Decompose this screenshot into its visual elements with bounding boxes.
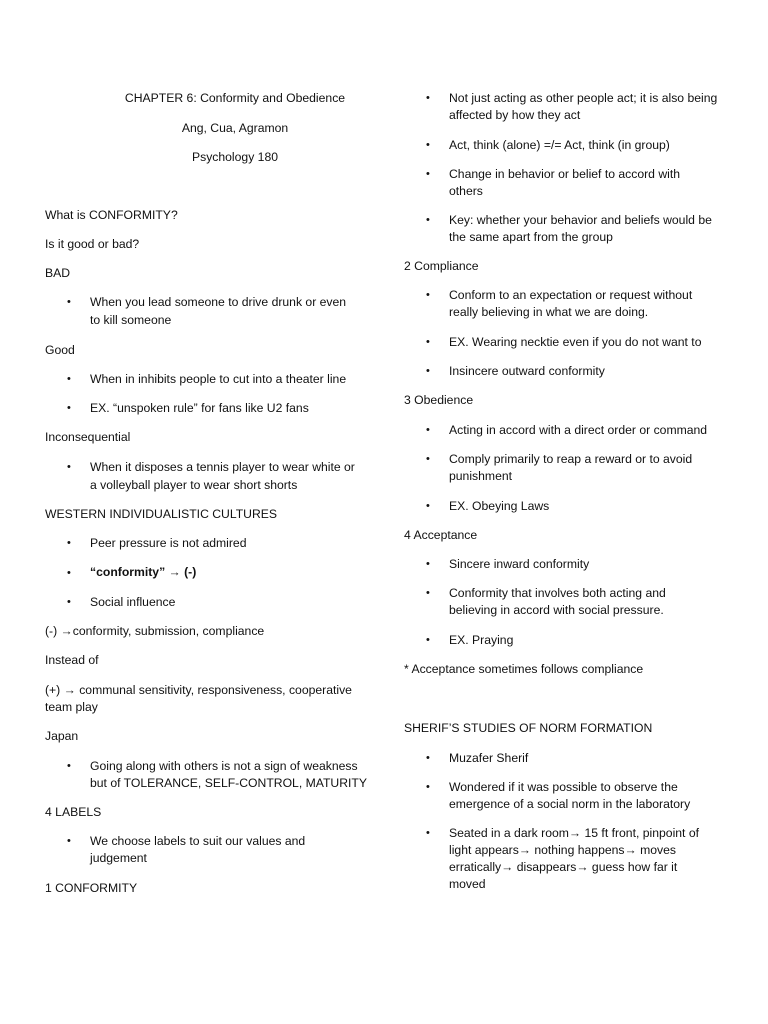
list-item-text: moved bbox=[449, 877, 486, 891]
bullet-icon: • bbox=[426, 168, 430, 180]
list-item-text: Not just acting as other people act; it is also being bbox=[449, 91, 718, 105]
bullet-icon: • bbox=[67, 537, 71, 549]
heading-2-compliance: 2 Compliance bbox=[404, 259, 479, 273]
bullet-icon: • bbox=[67, 567, 71, 579]
list-item-text: judgement bbox=[90, 851, 147, 865]
list-item-text: EX. Praying bbox=[449, 633, 514, 647]
list-item-text: erratically→ disappears→ guess how far it bbox=[449, 860, 678, 874]
list-item-text: believing in accord with social pressure. bbox=[449, 603, 664, 617]
bullet-icon: • bbox=[426, 634, 430, 646]
list-item-text: emergence of a social norm in the laboratory bbox=[449, 797, 691, 811]
list-item-text: EX. Obeying Laws bbox=[449, 499, 550, 513]
heading-bad: BAD bbox=[45, 266, 71, 280]
bullet-icon: • bbox=[67, 760, 71, 772]
list-item-text: Insincere outward conformity bbox=[449, 364, 605, 378]
chapter-title: CHAPTER 6: Conformity and Obedience bbox=[124, 91, 346, 105]
list-item-text: “conformity” → (-) bbox=[90, 565, 197, 579]
bullet-icon: • bbox=[426, 558, 430, 570]
bullet-icon: • bbox=[67, 461, 71, 473]
heading-inconsequential: Inconsequential bbox=[45, 430, 131, 444]
bullet-icon: • bbox=[426, 336, 430, 348]
bullet-icon: • bbox=[426, 214, 430, 226]
list-item-text: really believing in what we are doing. bbox=[449, 305, 649, 319]
list-item-text: to kill someone bbox=[90, 313, 172, 327]
bullet-icon: • bbox=[426, 752, 430, 764]
acceptance-note: * Acceptance sometimes follows compliance bbox=[404, 662, 644, 676]
bullet-icon: • bbox=[67, 373, 71, 385]
heading-4-acceptance: 4 Acceptance bbox=[404, 528, 478, 542]
list-item-text: punishment bbox=[449, 469, 513, 483]
heading-1-conformity: 1 CONFORMITY bbox=[45, 881, 138, 895]
list-item-text: EX. “unspoken rule” for fans like U2 fans bbox=[90, 401, 309, 415]
list-item-text: light appears→ nothing happens→ moves bbox=[449, 843, 676, 857]
list-item-text: Key: whether your behavior and beliefs would be bbox=[449, 213, 712, 227]
list-item-text: others bbox=[449, 184, 483, 198]
list-item-text: Wondered if it was possible to observe the bbox=[449, 780, 678, 794]
list-item-text: Change in behavior or belief to accord with bbox=[449, 167, 681, 181]
bullet-icon: • bbox=[426, 453, 430, 465]
bullet-icon: • bbox=[67, 402, 71, 414]
bullet-icon: • bbox=[67, 596, 71, 608]
heading-good: Good bbox=[45, 343, 75, 357]
bullet-icon: • bbox=[426, 139, 430, 151]
bullet-icon: • bbox=[426, 424, 430, 436]
list-item-text: When you lead someone to drive drunk or even bbox=[90, 295, 347, 309]
list-item-text: but of TOLERANCE, SELF-CONTROL, MATURITY bbox=[90, 776, 367, 790]
heading-4-labels: 4 LABELS bbox=[45, 805, 102, 819]
positive-line: (+) → communal sensitivity, responsiveness, cooperative bbox=[45, 683, 352, 697]
bullet-icon: • bbox=[426, 500, 430, 512]
bullet-icon: • bbox=[426, 827, 430, 839]
bullet-icon: • bbox=[426, 587, 430, 599]
list-item-text: Comply primarily to reap a reward or to avoid bbox=[449, 452, 693, 466]
course-name: Psychology 180 bbox=[191, 150, 279, 164]
list-item-text: Peer pressure is not admired bbox=[90, 536, 247, 550]
negative-line: (-) →conformity, submission, compliance bbox=[45, 624, 265, 638]
question-what-is-conformity: What is CONFORMITY? bbox=[45, 208, 178, 222]
list-item-text: Going along with others is not a sign of weakness bbox=[90, 759, 358, 773]
bullet-icon: • bbox=[67, 296, 71, 308]
bullet-icon: • bbox=[426, 781, 430, 793]
list-item-text: Muzafer Sherif bbox=[449, 751, 529, 765]
list-item-text: EX. Wearing necktie even if you do not want to bbox=[449, 335, 702, 349]
question-good-or-bad: Is it good or bad? bbox=[45, 237, 140, 251]
heading-western-cultures: WESTERN INDIVIDUALISTIC CULTURES bbox=[45, 507, 278, 521]
positive-line-cont: team play bbox=[45, 700, 98, 714]
bullet-icon: • bbox=[426, 92, 430, 104]
list-item-text: Sincere inward conformity bbox=[449, 557, 590, 571]
authors: Ang, Cua, Agramon bbox=[181, 121, 289, 135]
bullet-icon: • bbox=[426, 289, 430, 301]
list-item-text: When it disposes a tennis player to wear white or bbox=[90, 460, 355, 474]
heading-sherif-studies: SHERIF’S STUDIES OF NORM FORMATION bbox=[404, 721, 653, 735]
list-item-text: Conformity that involves both acting and bbox=[449, 586, 666, 600]
list-item-text: affected by how they act bbox=[449, 108, 581, 122]
list-item-text: the same apart from the group bbox=[449, 230, 613, 244]
list-item-text: Conform to an expectation or request without bbox=[449, 288, 693, 302]
bullet-icon: • bbox=[426, 365, 430, 377]
list-item-text: Act, think (alone) =/= Act, think (in group) bbox=[449, 138, 670, 152]
list-item-text: Social influence bbox=[90, 595, 176, 609]
heading-3-obedience: 3 Obedience bbox=[404, 393, 474, 407]
list-item-text: Seated in a dark room→ 15 ft front, pinpoint of bbox=[449, 826, 699, 840]
list-item-text: We choose labels to suit our values and bbox=[90, 834, 306, 848]
list-item-text: a volleyball player to wear short shorts bbox=[90, 478, 298, 492]
heading-japan: Japan bbox=[45, 729, 79, 743]
bullet-icon: • bbox=[67, 835, 71, 847]
list-item-text: Acting in accord with a direct order or command bbox=[449, 423, 708, 437]
list-item-text: When in inhibits people to cut into a theater line bbox=[90, 372, 347, 386]
instead-of-line: Instead of bbox=[45, 653, 99, 667]
